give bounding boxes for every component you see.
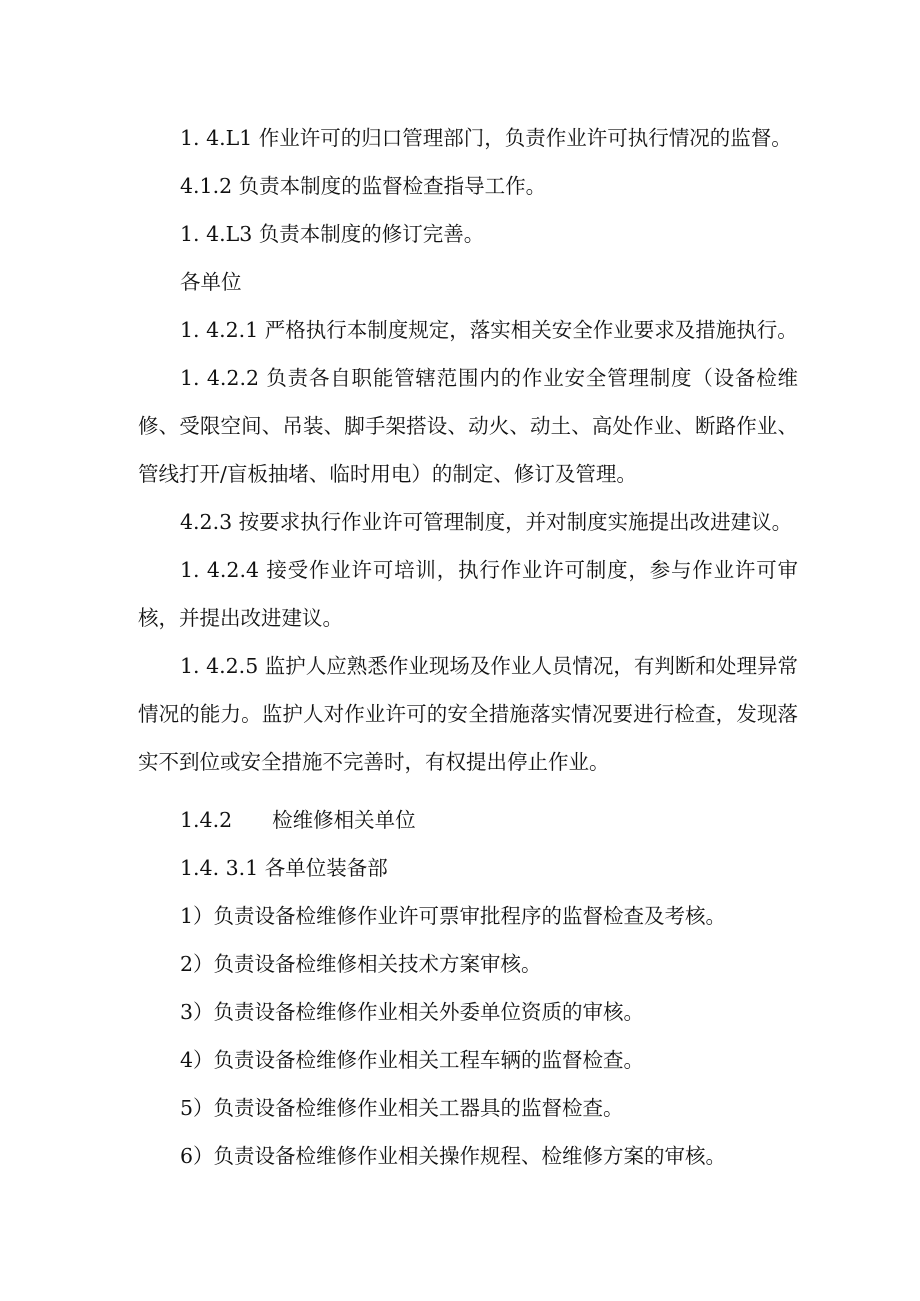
paragraph-4-1-1: 1. 4.L1 作业许可的归口管理部门，负责作业许可执行情况的监督。 [180,126,792,150]
paragraph-4-1-2: 4.1.2 负责本制度的监督检查指导工作。 [180,174,547,198]
list-item-1: 1）负责设备检维修作业许可票审批程序的监督检查及考核。 [180,904,727,928]
section-number: 1.4.2 [180,808,233,832]
paragraph-4-3-1: 1.4. 3.1 各单位装备部 [180,856,388,880]
list-item-2: 2）负责设备检维修相关技术方案审核。 [180,952,542,976]
paragraph-4-2-3: 4.2.3 按要求执行作业许可管理制度，并对制度实施提出改进建议。 [180,510,793,534]
section-heading-maintenance-units [138,796,798,844]
list-item-3: 3）负责设备检维修作业相关外委单位资质的审核。 [180,1000,645,1024]
section-title: 检维修相关单位 [272,808,416,832]
paragraph-4-2-2: 1. 4.2.2 负责各自职能管辖范围内的作业安全管理制度（设备检维修、受限空间、吊装、脚手架搭设、动火、动土、高处作业、断路作业、管线打开/盲板抽堵、临时用电）的制定、修订及管理。 [138,366,798,486]
list-item-6: 6）负责设备检维修作业相关操作规程、检维修方案的审核。 [180,1144,727,1168]
paragraph-4-2-4: 1. 4.2.4 接受作业许可培训，执行作业许可制度，参与作业许可审核，并提出改进建议。 [138,558,798,630]
paragraph-4-2-5: 1. 4.2.5 监护人应熟悉作业现场及作业人员情况，有判断和处理异常情况的能力。监护人对作业许可的安全措施落实情况要进行检查，发现落实不到位或安全措施不完善时，有权提出停止作业。 [138,654,798,774]
list-item-5: 5）负责设备检维修作业相关工器具的监督检查。 [180,1096,624,1120]
list-item-4: 4）负责设备检维修作业相关工程车辆的监督检查。 [180,1048,645,1072]
paragraph-4-1-3: 1. 4.L3 负责本制度的修订完善。 [180,222,485,246]
paragraph-4-2-1: 1. 4.2.1 严格执行本制度规定，落实相关安全作业要求及措施执行。 [180,318,798,342]
section-heading-units: 各单位 [180,270,242,294]
